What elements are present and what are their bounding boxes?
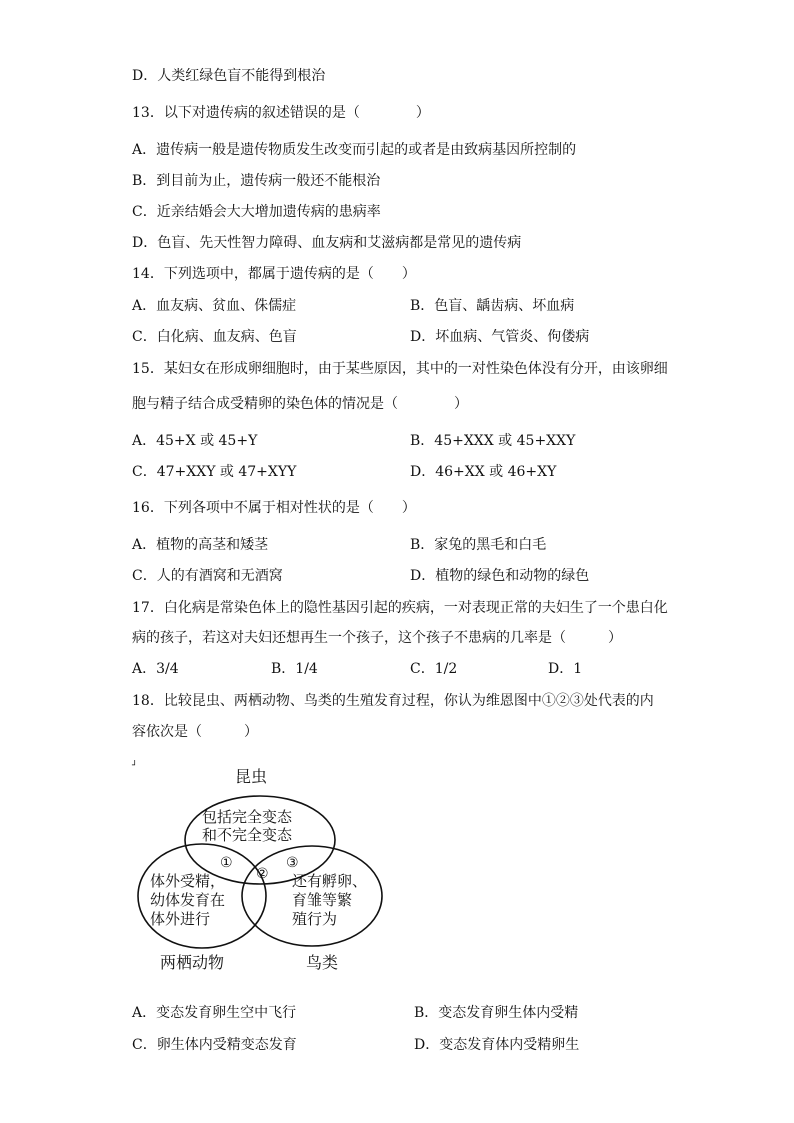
venn-amphibian-text-line1: 体外受精， [150, 872, 226, 890]
venn-bird-text-line1: 还有孵卵、 [292, 872, 368, 890]
q18-option-c: C．卵生体内受精变态发育 [132, 1037, 297, 1053]
q15-stem-line1: 15．某妇女在形成卵细胞时，由于某些原因，其中的一对性染色体没有分开，由该卵细 [132, 361, 668, 377]
q14-option-a: A．血友病、贫血、侏儒症 [132, 298, 297, 314]
q17-stem-line2: 病的孩子，若这对夫妇还想再生一个孩子，这个孩子不患病的几率是（ ） [132, 630, 622, 646]
venn-insect-text-line2: 和不完全变态 [202, 826, 293, 844]
venn-label-amphibian: 两栖动物 [160, 953, 225, 972]
q18-stem-line1: 18．比较昆虫、两栖动物、鸟类的生殖发育过程，你认为维恩图中①②③处代表的内 [132, 693, 654, 709]
venn-diagram [130, 760, 400, 980]
venn-svg [130, 760, 400, 980]
venn-insect-text-line1: 包括完全变态 [202, 808, 293, 826]
q15-stem-line2: 胞与精子结合成受精卵的染色体的情况是（ ） [132, 396, 468, 412]
venn-amphibian-text-line3: 体外进行 [150, 910, 211, 928]
q14-option-b: B．色盲、龋齿病、坏血病 [410, 298, 575, 314]
q16-option-b: B．家兔的黑毛和白毛 [410, 537, 547, 553]
q18-option-d: D．变态发育体内受精卵生 [414, 1037, 580, 1053]
q17-option-b: B．1/4 [271, 661, 318, 677]
q15-option-b: B．45+XXX 或 45+XXY [410, 433, 576, 449]
q16-option-a: A．植物的高茎和矮茎 [132, 537, 269, 553]
venn-num-1: ① [220, 855, 233, 871]
q15-option-d: D．46+XX 或 46+XY [410, 464, 557, 480]
q17-option-d: D．1 [548, 661, 583, 677]
q15-option-a: A．45+X 或 45+Y [132, 433, 258, 449]
q13-stem: 13．以下对遗传病的叙述错误的是（ ） [132, 105, 430, 121]
q13-option-d: D．色盲、先天性智力障碍、血友病和艾滋病都是常见的遗传病 [132, 235, 522, 251]
q17-option-c: C．1/2 [410, 661, 458, 677]
venn-amphibian-text-line2: 幼体发育在 [150, 891, 226, 909]
q16-stem: 16．下列各项中不属于相对性状的是（ ） [132, 500, 416, 516]
q14-stem: 14．下列选项中，都属于遗传病的是（ ） [132, 266, 416, 282]
venn-corner-mark: ┘ [132, 761, 138, 771]
venn-label-insect: 昆虫 [235, 767, 268, 786]
venn-bird-text-line2: 育雏等繁 [292, 891, 353, 909]
q14-option-c: C．白化病、血友病、色盲 [132, 329, 297, 345]
q15-option-c: C．47+XXY 或 47+XYY [132, 464, 297, 480]
venn-num-2: ② [256, 866, 269, 882]
q14-option-d: D．坏血病、气管炎、佝偻病 [410, 329, 590, 345]
q13-option-c: C．近亲结婚会大大增加遗传病的患病率 [132, 204, 381, 220]
venn-bird-text-line3: 殖行为 [292, 910, 338, 928]
q18-option-b: B．变态发育卵生体内受精 [414, 1005, 579, 1021]
q16-option-c: C．人的有酒窝和无酒窝 [132, 568, 283, 584]
venn-label-bird: 鸟类 [306, 953, 339, 972]
q12-option-d: D．人类红绿色盲不能得到根治 [132, 68, 326, 84]
venn-num-3: ③ [286, 855, 299, 871]
q18-stem-line2: 容依次是（ ） [132, 724, 258, 740]
q17-option-a: A．3/4 [132, 661, 179, 677]
q13-option-b: B．到目前为止，遗传病一般还不能根治 [132, 173, 381, 189]
q13-option-a: A．遗传病一般是遗传物质发生改变而引起的或者是由致病基因所控制的 [132, 142, 577, 158]
q18-option-a: A．变态发育卵生空中飞行 [132, 1005, 297, 1021]
q16-option-d: D．植物的绿色和动物的绿色 [410, 568, 590, 584]
q17-stem-line1: 17．白化病是常染色体上的隐性基因引起的疾病，一对表现正常的夫妇生了一个患白化 [132, 600, 668, 616]
